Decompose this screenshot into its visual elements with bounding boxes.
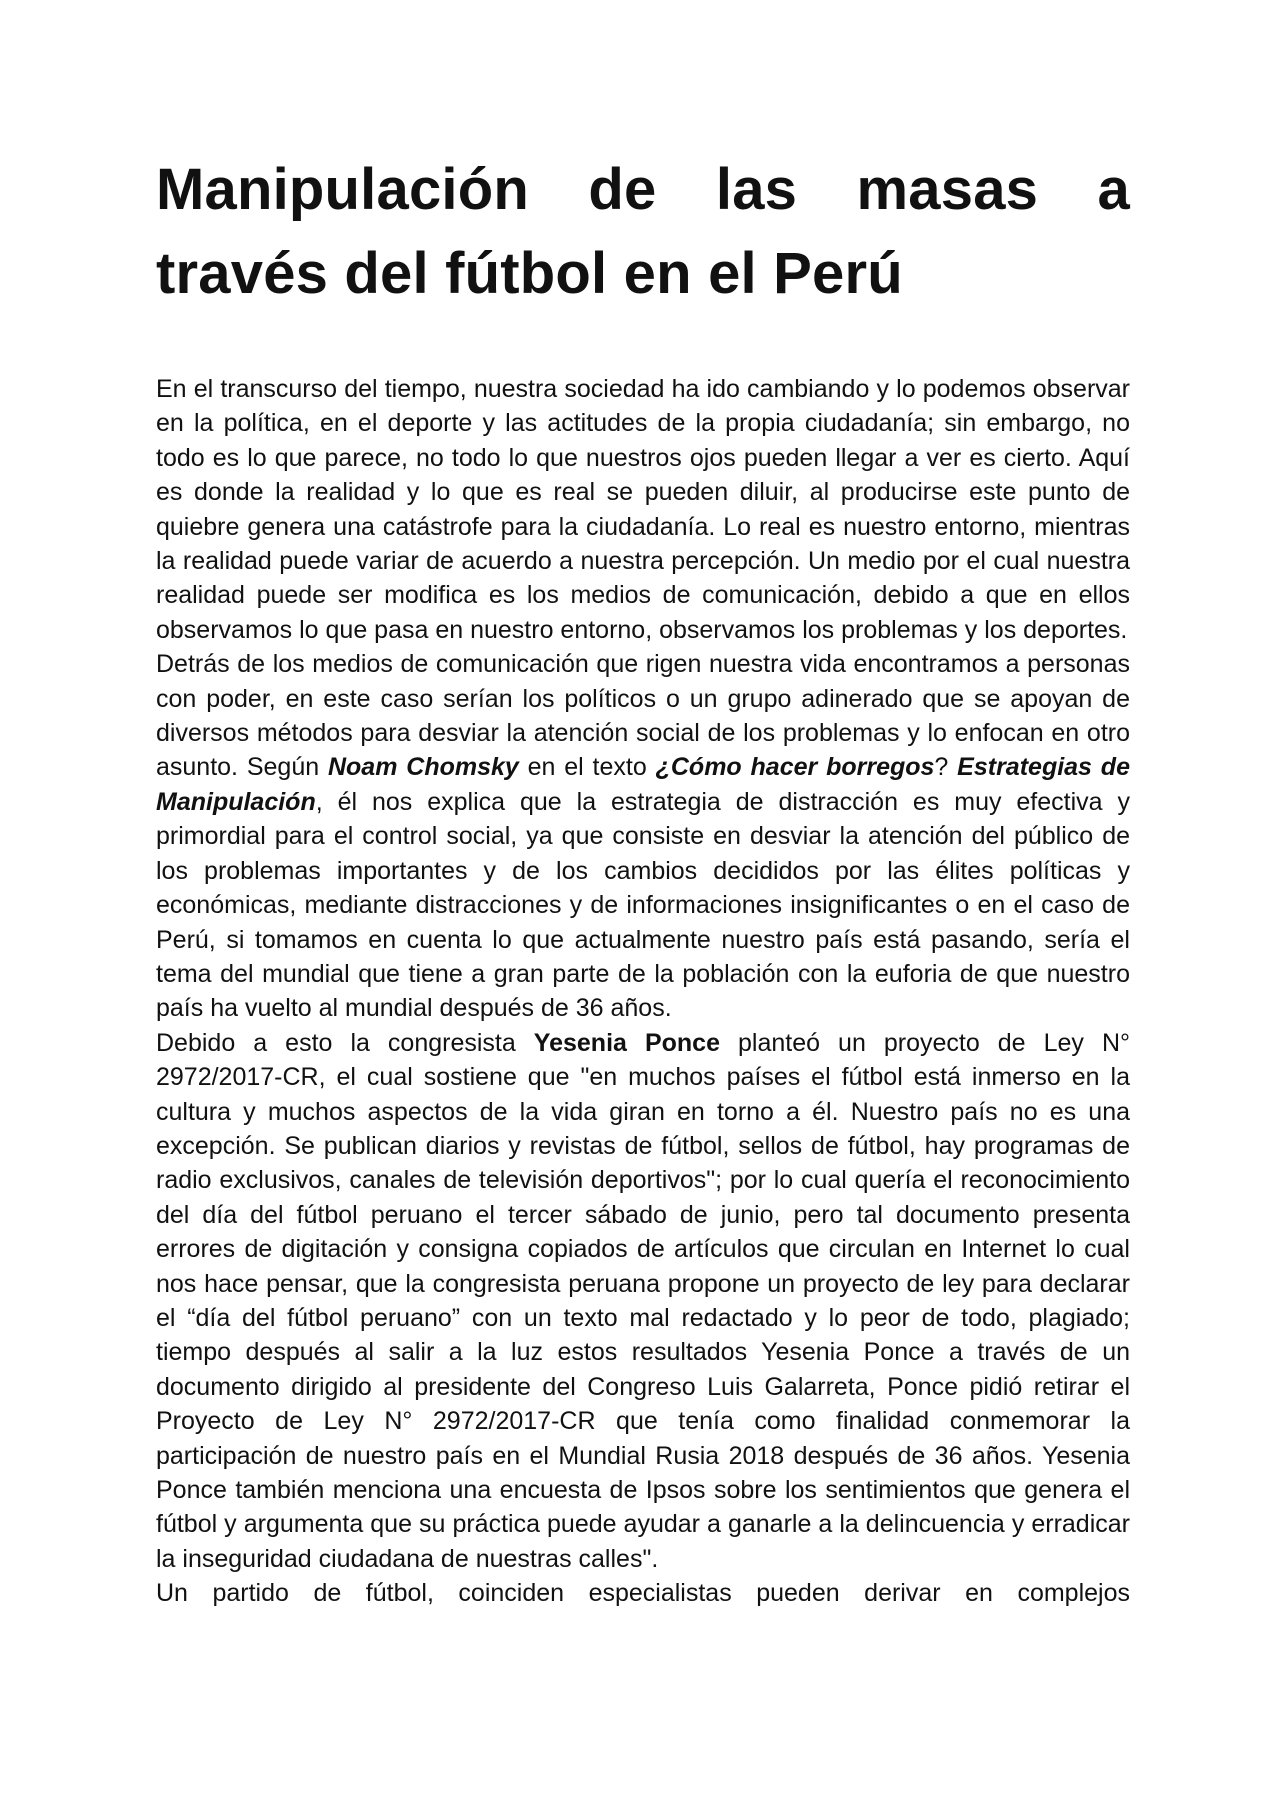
paragraph-2 [156,647,1130,1025]
paragraph-2-text-b: en el texto [518,753,656,782]
book-title: ¿Cómo hacer borregos [655,753,935,782]
paragraph-2-text-a: Detrás de los medios de comunicación que rigen nuestra vida encontramos a personas con poder, en este caso serían los políticos o un grupo adinerado que se apoyan de diversos métodos para desviar la atención social de los problemas y lo enfocan en otro asunto. Según [156,650,1130,782]
paragraph-3 [156,1026,1130,1577]
person-name: Yesenia Ponce [533,1028,720,1057]
paragraph-3-text-b: planteó un proyecto de Ley N° 2972/2017-CR, el cual sostiene que "en muchos países el fútbol está inmerso en la cultura y muchos aspectos de la vida giran en torno a él. Nuestro país no es una excepción. Se publican diarios y revistas de fútbol, sellos de fútbol, hay programas de radio exclusivos, canales de televisión deportivos"; por lo cual quería el reconocimiento del día del fútbol peruano el tercer sábado de junio, pero tal documento presenta errores de digitación y consigna copiados de artículos que circulan en Internet lo cual nos hace pensar, que la congresista peruana propone un proyecto de ley para declarar el “día del fútbol peruano” con un texto mal redactado y lo peor de todo, plagiado; tiempo después al salir a la luz estos resultados Yesenia Ponce a través de un documento dirigido al presidente del Congreso Luis Galarreta, Ponce pidió retirar el Proyecto de Ley N° 2972/2017-CR que tenía como finalidad conmemorar la participación de nuestro país en el Mundial Rusia 2018 después de 36 años. Yesenia Ponce también menciona una encuesta de Ipsos sobre los sentimientos que genera el fútbol y argumenta que su práctica puede ayudar a ganarle a la delincuencia y erradicar la inseguridad ciudadana de nuestras calles". [156,1028,1130,1573]
paragraph-2-text-d: , él nos explica que la estrategia de distracción es muy efectiva y primordial para el control social, ya que consiste en desviar la atención del público de los problemas importantes y de los cambios decididos por las élites políticas y económicas, mediante distracciones y de informaciones insignificantes o en el caso de Perú, si tomamos en cuenta lo que actualmente nuestro país está pasando, sería el tema del mundial que tiene a gran parte de la población con la euforia de que nuestro país ha vuelto al mundial después de 36 años. [156,787,1130,1023]
book-subtitle: Estrategias de Manipulación [156,753,1130,816]
paragraph-4: Un partido de fútbol, coinciden especialistas pueden derivar en complejos [156,1579,1130,1608]
document-body [156,148,1130,1611]
paragraph-3-text-a: Debido a esto la congresista [156,1028,534,1057]
document-title: Manipulación de las masas a través del fútbol en el Perú [156,157,1130,306]
paragraph-2-text-c: ? [934,753,958,782]
paragraph-1: En el transcurso del tiempo, nuestra sociedad ha ido cambiando y lo podemos observar en la política, en el deporte y las actitudes de la propia ciudadanía; sin embargo, no todo es lo que parece, no todo lo que nuestros ojos pueden llegar a ver es cierto. Aquí es donde la realidad y lo que es real se pueden diluir, al producirse este punto de quiebre genera una catástrofe para la ciudadanía. Lo real es nuestro entorno, mientras la realidad puede variar de acuerdo a nuestra percepción. Un medio por el cual nuestra realidad puede ser modifica es los medios de comunicación, debido a que en ellos observamos lo que pasa en nuestro entorno, observamos los problemas y los deportes. [156,375,1130,644]
author-name: Noam Chomsky [327,753,519,782]
